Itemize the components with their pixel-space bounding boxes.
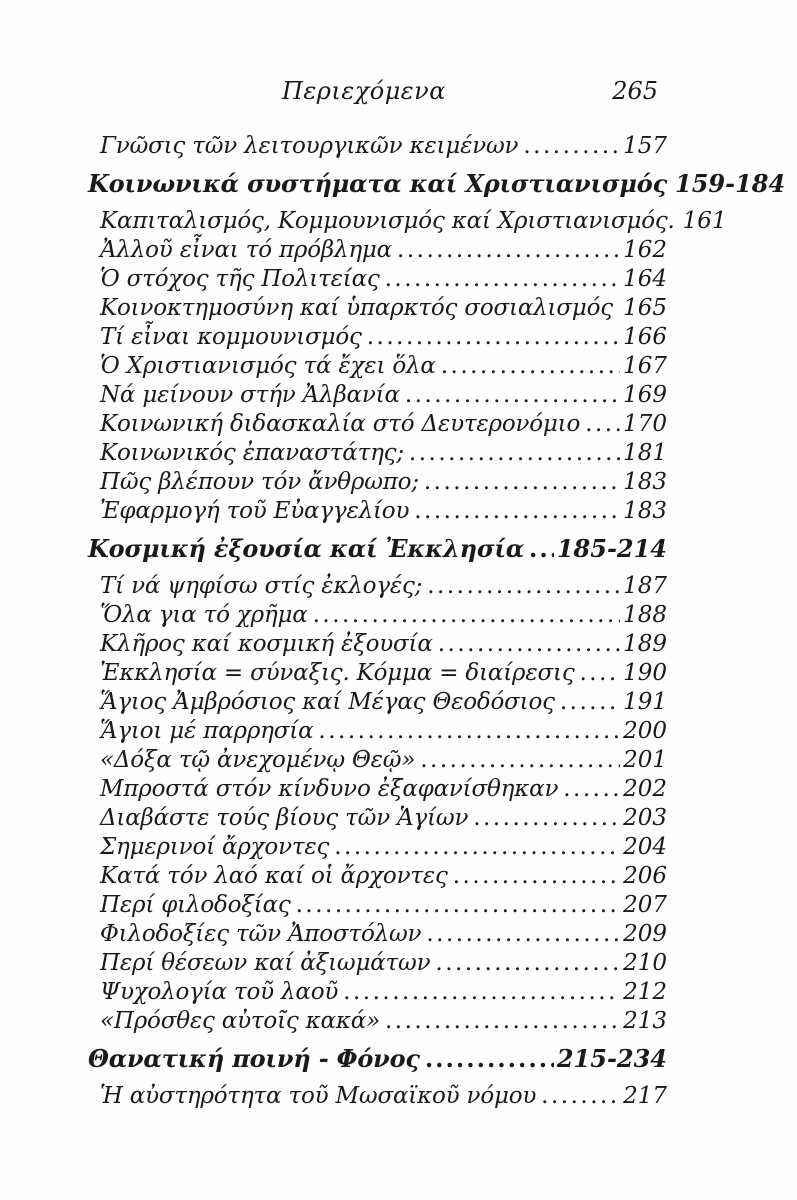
dot-leader	[405, 381, 620, 410]
toc-entry-page-number: 188	[623, 602, 667, 628]
toc-entry-row	[88, 891, 667, 920]
dot-leader	[414, 497, 620, 526]
toc-entry-row	[88, 381, 667, 410]
toc-entry-row	[88, 323, 667, 352]
toc-entry-title: Φιλοδοξίες τῶν Ἀποστόλων	[100, 921, 422, 947]
toc-entry-row	[88, 132, 667, 161]
toc-entry-title: Διαβάστε τούς βίους τῶν Ἁγίων	[100, 805, 469, 831]
toc-entry-page-number: 157	[623, 133, 667, 159]
toc-entry-row	[88, 265, 667, 294]
toc-entry-page-number: 215-234	[556, 1044, 667, 1073]
toc-entry-page-number: 183	[623, 498, 667, 524]
toc-section-row	[88, 1044, 667, 1073]
toc-entry-page-number: 202	[623, 776, 667, 802]
toc-entry-title: Πῶς βλέπουν τόν ἄνθρωπο;	[100, 469, 419, 495]
toc-entry-page-number: 187	[623, 573, 667, 599]
toc-entry-title: Ἅγιος Ἀμβρόσιος καί Μέγας Θεοδόσιος	[100, 689, 555, 715]
toc-entry-page-number: 164	[623, 266, 667, 292]
toc-entry-title: «Πρόσθες αὐτοῖς κακά»	[100, 1008, 380, 1034]
toc-entry-title: Ἡ αὐστηρότητα τοῦ Μωσαϊκοῦ νόμου	[100, 1083, 537, 1109]
toc-entry-row	[88, 468, 667, 497]
dot-leader	[441, 352, 620, 381]
dot-leader	[409, 439, 620, 468]
toc-entry-page-number: 170	[623, 411, 667, 437]
toc-entry-title: Κλῆρος καί κοσμική ἐξουσία	[100, 631, 433, 657]
toc-entry-row	[88, 804, 667, 833]
toc-section-title: Θανατική ποινή - Φόνος	[88, 1044, 420, 1073]
toc-entry-page-number: 166	[623, 324, 667, 350]
dot-leader	[385, 1007, 620, 1036]
toc-entry-title: Κοινωνικός ἐπαναστάτης;	[100, 440, 404, 466]
toc-entry-title: Ὁ Χριστιανισμός τά ἔχει ὅλα	[100, 353, 436, 379]
toc-entry-title: Κατά τόν λαό καί οἱ ἄρχοντες	[100, 863, 448, 889]
toc-entry-page-number: 159-184	[675, 169, 786, 198]
dot-leader	[560, 688, 620, 717]
toc-entry-title: Γνῶσις τῶν λειτουργικῶν κειμένων	[100, 133, 519, 159]
toc-entry-row	[88, 978, 667, 1007]
dot-leader	[426, 920, 620, 949]
toc-entry-row	[88, 630, 667, 659]
toc-entry-title: Ἅγιοι μέ παρρησία	[100, 718, 314, 744]
toc-entry-title: Μπροστά στόν κίνδυνο ἐξαφανίσθηκαν	[100, 776, 559, 802]
toc-entry-row	[88, 775, 667, 804]
dot-leader	[427, 572, 620, 601]
dot-leader	[563, 775, 620, 804]
toc-entry-title: «Δόξα τῷ ἀνεχομένῳ Θεῷ»	[100, 747, 416, 773]
toc-entry-page-number: 191	[623, 689, 667, 715]
toc-entry-title: Σημερινοί ἄρχοντες	[100, 834, 330, 860]
toc-entry-page-number: 212	[623, 979, 667, 1005]
dot-leader	[420, 746, 620, 775]
toc-entry-row	[88, 862, 667, 891]
toc-section-title: Κοσμική ἐξουσία καί Ἐκκλησία	[88, 534, 525, 563]
toc-entry-page-number: 217	[623, 1083, 667, 1109]
dot-leader	[425, 1044, 554, 1073]
toc-entry-title: Ὅλα για τό χρῆμα	[100, 602, 308, 628]
toc-entry-row	[88, 920, 667, 949]
dot-leader	[385, 265, 620, 294]
toc-entry-page-number: 165	[623, 295, 667, 321]
toc-entry-page-number: 181	[623, 440, 667, 466]
toc-entry-title: Τί νά ψηφίσω στίς ἐκλογές;	[100, 573, 423, 599]
dot-leader	[618, 294, 620, 323]
dot-leader	[424, 468, 620, 497]
dot-leader	[313, 601, 620, 630]
toc-entry-title: Κοινωνική διδασκαλία στό Δευτερονόμιο	[100, 411, 581, 437]
dot-leader	[523, 132, 620, 161]
running-header	[0, 76, 797, 106]
toc-section-row	[88, 534, 667, 563]
toc-entry-row	[88, 1007, 667, 1036]
toc-entry-page-number: 213	[623, 1008, 667, 1034]
toc-entry-title: Ὁ στόχος τῆς Πολιτείας	[100, 266, 380, 292]
dot-leader	[541, 1082, 620, 1111]
toc-section-row	[88, 169, 786, 198]
toc-section-title: Κοινωνικά συστήματα καί Χριστιανισμός	[88, 169, 668, 198]
toc-entry-title: Τί εἶναι κομμουνισμός	[100, 324, 362, 350]
toc-entry-row	[88, 439, 667, 468]
dot-leader	[343, 978, 620, 1007]
toc-entry-row	[88, 410, 667, 439]
toc-entry-page-number: 209	[623, 921, 667, 947]
toc-entry-row	[88, 207, 727, 236]
toc-entry-row	[88, 236, 667, 265]
toc-entry-page-number: 190	[623, 660, 667, 686]
page-title: Περιεχόμενα	[282, 77, 446, 105]
toc-entry-page-number: 183	[623, 469, 667, 495]
dot-leader	[334, 833, 620, 862]
toc-entry-title: Νά μείνουν στήν Ἀλβανία	[100, 382, 400, 408]
dot-leader	[529, 534, 554, 563]
table-of-contents	[0, 132, 797, 1111]
toc-entry-title: Ἐφαρμογή τοῦ Εὐαγγελίου	[100, 498, 410, 524]
toc-entry-page-number: 204	[623, 834, 667, 860]
toc-entry-page-number: 207	[623, 892, 667, 918]
dot-leader	[473, 804, 620, 833]
folio-page-number: 265	[612, 77, 658, 105]
toc-entry-page-number: 200	[623, 718, 667, 744]
toc-entry-page-number: 169	[623, 382, 667, 408]
toc-entry-page-number: 203	[623, 805, 667, 831]
toc-entry-row	[88, 833, 667, 862]
toc-entry-row	[88, 1082, 667, 1111]
toc-entry-row	[88, 949, 667, 978]
toc-entry-page-number: 206	[623, 863, 667, 889]
toc-entry-title: Ἐκκλησία = σύναξις. Κόμμα = διαίρεσις	[100, 660, 575, 686]
toc-entry-row	[88, 572, 667, 601]
toc-entry-row	[88, 294, 667, 323]
dot-leader	[318, 717, 620, 746]
dot-leader	[397, 236, 620, 265]
toc-entry-page-number: 201	[623, 747, 667, 773]
toc-entry-title: Κοινοκτημοσύνη καί ὑπαρκτός σοσιαλισμός	[100, 295, 613, 321]
toc-entry-page-number: 161	[682, 208, 727, 234]
toc-entry-title: Περί θέσεων καί ἀξιωμάτων	[100, 950, 431, 976]
dot-leader	[296, 891, 621, 920]
dot-leader	[435, 949, 620, 978]
toc-entry-page-number: 167	[623, 353, 667, 379]
toc-entry-title: Ἀλλοῦ εἶναι τό πρόβλημα	[100, 237, 393, 263]
dot-leader	[367, 323, 620, 352]
dot-leader	[438, 630, 620, 659]
toc-entry-page-number: 189	[623, 631, 667, 657]
dot-leader	[585, 410, 620, 439]
dot-leader	[453, 862, 620, 891]
toc-entry-row	[88, 717, 667, 746]
dot-leader	[580, 659, 621, 688]
toc-entry-row	[88, 688, 667, 717]
toc-entry-page-number: 162	[623, 237, 667, 263]
toc-entry-row	[88, 601, 667, 630]
toc-entry-row	[88, 352, 667, 381]
toc-entry-page-number: 185-214	[556, 534, 667, 563]
toc-entry-page-number: 210	[623, 950, 667, 976]
toc-entry-row	[88, 497, 667, 526]
toc-entry-row	[88, 746, 667, 775]
toc-entry-title: Καπιταλισμός, Κομμουνισμός καί Χριστιανισμός.	[100, 208, 675, 234]
toc-entry-row	[88, 659, 667, 688]
toc-entry-title: Ψυχολογία τοῦ λαοῦ	[100, 979, 339, 1005]
toc-entry-title: Περί φιλοδοξίας	[100, 892, 291, 918]
